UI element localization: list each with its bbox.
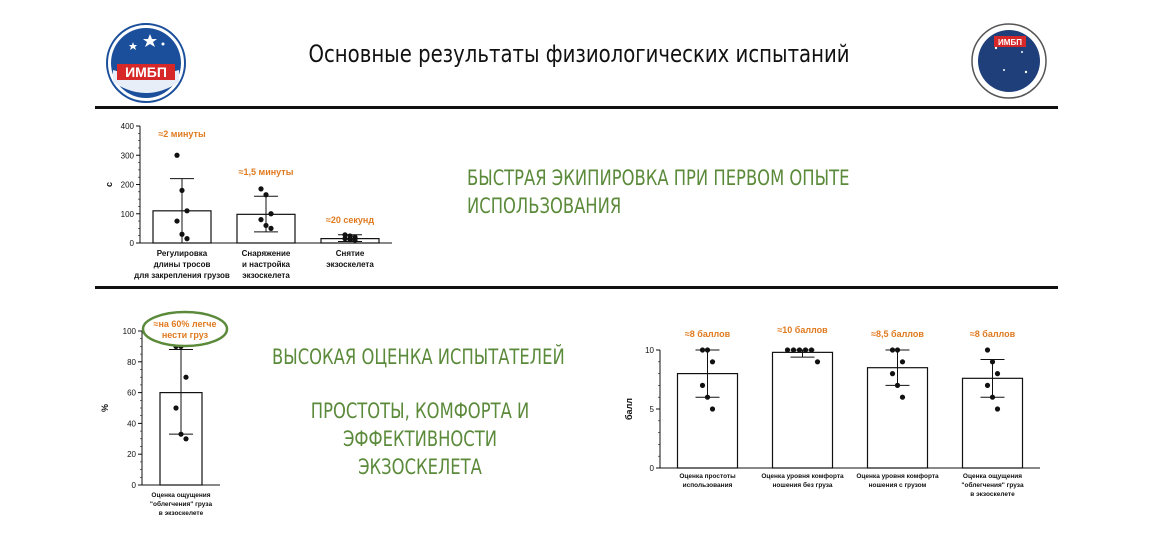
relief-y-tick-label: 100 [122, 327, 136, 336]
scores-y-tick-label: 5 [649, 405, 654, 414]
scores-data-point [890, 371, 895, 376]
relief-y-axis-label: % [100, 403, 110, 413]
time-data-point [352, 237, 357, 242]
time-category-label: Снятие [335, 249, 365, 258]
scores-data-point [809, 347, 814, 352]
scores-category-label: ношения с грузом [868, 482, 927, 489]
relief-category-label: в экзоскелете [158, 510, 204, 517]
headline-props-line-2: ЭФФЕКТИВНОСТИ [342, 427, 498, 451]
time-y-tick-label: 200 [120, 180, 134, 190]
scores-data-point [785, 347, 790, 352]
scores-data-point [710, 406, 715, 411]
time-y-axis-label: с [104, 181, 114, 188]
relief-category-label: Оценка ощущения [151, 492, 211, 499]
scores-data-point [990, 395, 995, 400]
scores-category-label: в экзоскелете [970, 491, 1015, 498]
scores-data-point [995, 406, 1000, 411]
scores-data-point [890, 347, 895, 352]
scores-data-point [900, 395, 905, 400]
time-y-tick-label: 100 [120, 209, 134, 219]
scores-category-label: Оценка уровня комфорта [856, 473, 939, 480]
scores-data-point [803, 347, 808, 352]
scores-category-label: использования [682, 482, 733, 489]
scores-bar [773, 352, 833, 468]
relief-y-tick-label: 40 [127, 419, 136, 429]
relief-y-tick-label: 0 [131, 481, 136, 490]
relief-annotation: нести груз [161, 330, 209, 340]
scores-category-label: Оценка ощущения [962, 473, 1023, 480]
relief-annotation-ellipse [143, 312, 227, 346]
time-data-point [258, 186, 263, 191]
time-data-point [184, 208, 189, 213]
scores-data-point [705, 347, 710, 352]
relief-data-point [183, 436, 188, 441]
time-annotation: ≈20 секунд [325, 215, 375, 225]
scores-annotation: ≈8,5 баллов [871, 329, 924, 339]
time-y-tick-label: 400 [120, 122, 134, 131]
time-data-point [268, 226, 273, 231]
relief-annotation: ≈на 60% легче [153, 319, 217, 329]
headline-props-line-3: ЭКЗОСКЕЛЕТА [358, 455, 482, 479]
scores-y-tick-label: 10 [645, 346, 654, 355]
time-data-point [263, 223, 268, 228]
page-title: Основные результаты физиологических испытаний [308, 40, 850, 68]
relief-data-point [173, 405, 178, 410]
time-category-label: Регулировка [156, 249, 208, 258]
time-data-point [179, 232, 184, 237]
scores-annotation: ≈10 баллов [777, 325, 828, 335]
headline-fast-line-1: БЫСТРАЯ ЭКИПИРОВКА ПРИ ПЕРВОМ ОПЫТЕ [467, 166, 850, 190]
time-y-tick-label: 300 [120, 151, 134, 161]
time-category-label: для закрепления грузов [134, 271, 230, 280]
time-category-label: и настройка [242, 260, 290, 269]
relief-y-tick-label: 60 [127, 388, 136, 398]
scores-y-tick-label: 0 [649, 464, 654, 473]
time-data-point [258, 217, 263, 222]
scores-y-axis-label: балл [624, 398, 634, 420]
scores-annotation: ≈8 баллов [969, 329, 1016, 339]
relief-category-label: "облегчения" груза [149, 501, 213, 508]
scores-category-label: Оценка простоты [679, 473, 736, 480]
relief-y-tick-label: 20 [127, 450, 136, 460]
scores-data-point [791, 347, 796, 352]
time-y-tick-label: 0 [129, 239, 134, 248]
time-data-point [179, 188, 184, 193]
time-category-label: длины тросов [153, 260, 211, 269]
scores-data-point [985, 347, 990, 352]
time-data-point [268, 211, 273, 216]
time-annotation: ≈1,5 минуты [238, 167, 294, 177]
scores-data-point [815, 359, 820, 364]
time-data-point [174, 153, 179, 158]
time-category-label: экзоскелета [326, 260, 374, 269]
relief-data-point [183, 375, 188, 380]
time-data-point [174, 218, 179, 223]
scores-annotation: ≈8 баллов [684, 329, 731, 339]
headline-props-line-1: ПРОСТОТЫ, КОМФОРТА И [310, 399, 530, 423]
time-data-point [184, 236, 189, 241]
scores-data-point [900, 359, 905, 364]
time-data-point [263, 192, 268, 197]
scores-data-point [990, 359, 995, 364]
time-annotation: ≈2 минуты [158, 129, 206, 139]
time-data-point [342, 236, 347, 241]
scores-data-point [700, 347, 705, 352]
headline-fast-line-2: ИСПОЛЬЗОВАНИЯ [467, 194, 622, 218]
logo-left-text: ИМБП [125, 64, 167, 80]
scores-data-point [797, 347, 802, 352]
scores-data-point [710, 359, 715, 364]
logo-right-text: ИМБП [998, 38, 1022, 47]
scores-data-point [985, 383, 990, 388]
scores-data-point [995, 371, 1000, 376]
scores-data-point [705, 395, 710, 400]
scores-category-label: Оценка уровня комфорта [761, 473, 844, 480]
scores-data-point [895, 383, 900, 388]
scores-data-point [700, 383, 705, 388]
scores-category-label: ношения без груза [772, 482, 833, 489]
relief-y-tick-label: 80 [127, 357, 136, 367]
time-category-label: Снаряжение [241, 249, 291, 258]
relief-data-point [178, 432, 183, 437]
scores-category-label: "облегчения" груза [961, 482, 1024, 489]
headline-high-rating: ВЫСОКАЯ ОЦЕНКА ИСПЫТАТЕЛЕЙ [272, 345, 565, 369]
time-data-point [347, 237, 352, 242]
scores-data-point [895, 347, 900, 352]
time-category-label: экзоскелета [242, 271, 290, 280]
